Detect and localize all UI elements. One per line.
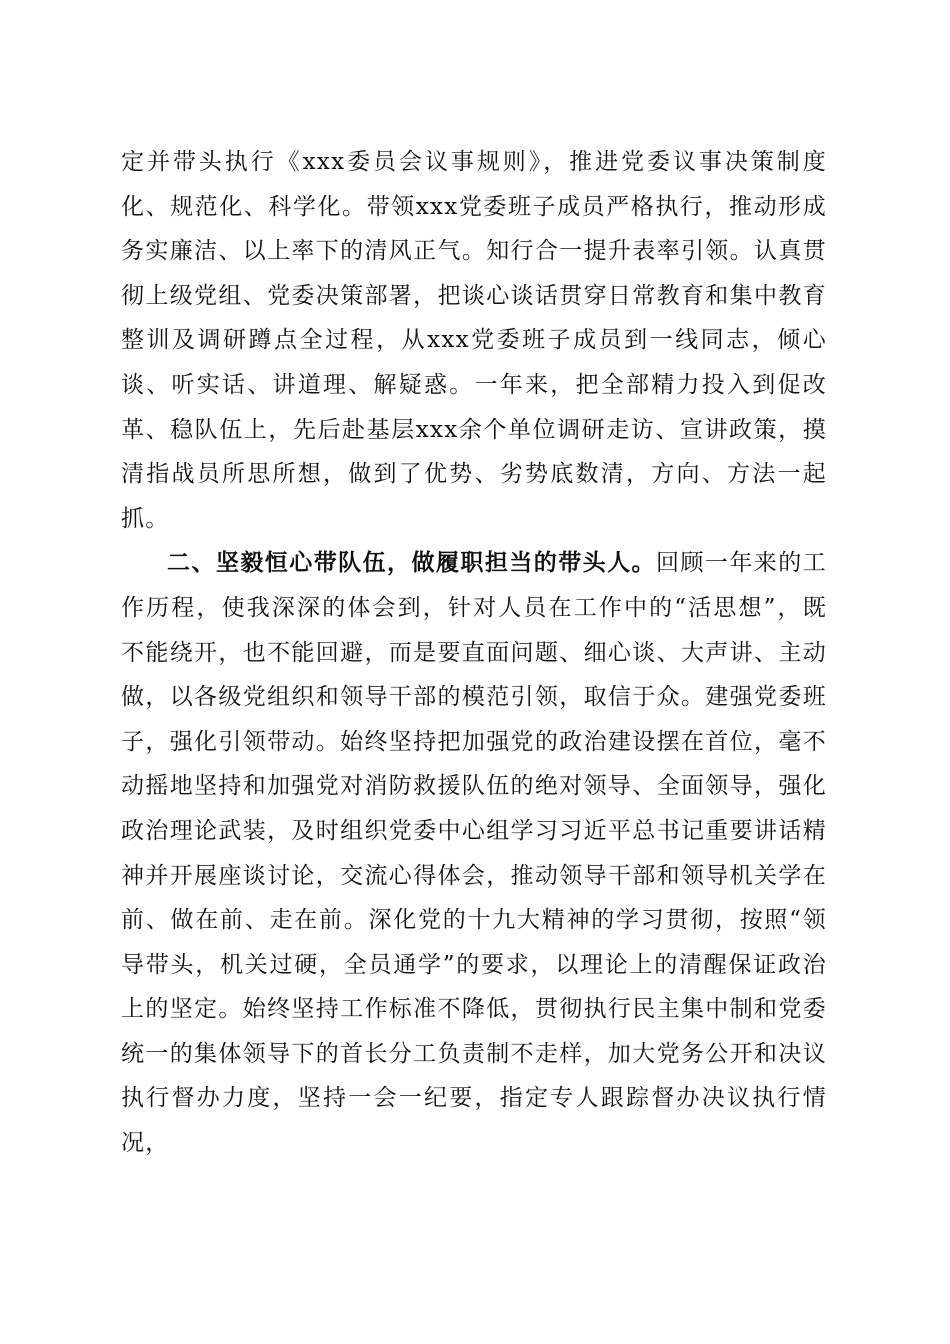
body-paragraph-section-two xyxy=(121,541,827,1165)
section-body-text: 回顾一年来的工作历程，使我深深的体会到，针对人员在工作中的“活思想”，既不能绕开，也不能回避，而是要直面问题、细心谈、大声讲、主动做，以各级党组织和领导干部的模范引领，取信于众。建强党委班子，强化引领带动。始终坚持把加强党的政治建设摆在首位，毫不动摇地坚持和加强党对消防救援队伍的绝对领导、全面领导，强化政治理论武装，及时组织党委中心组学习习近平总书记重要讲话精神并开展座谈讨论，交流心得体会，推动领导干部和领导机关学在前、做在前、走在前。深化党的十九大精神的学习贯彻，按照“领导带头，机关过硬，全员通学”的要求，以理论上的清醒保证政治上的坚定。始终坚持工作标准不降低，贯彻执行民主集中制和党委统一的集体领导下的首长分工负责制不走样，加大党务公开和决议执行督办力度，坚持一会一纪要，指定专人跟踪督办决议执行情况， xyxy=(121,550,827,1157)
body-paragraph-continued: 定并带头执行《xxx委员会议事规则》，推进党委议事决策制度化、规范化、科学化。带领xxx党委班子成员严格执行，推动形成务实廉洁、以上率下的清风正气。知行合一提升表率引领。认真贯彻上级党组、党委决策部署，把谈心谈话贯穿日常教育和集中教育整训及调研蹲点全过程，从xxx党委班子成员到一线同志，倾心谈、听实话、讲道理、解疑惑。一年来，把全部精力投入到促改革、稳队伍上，先后赴基层xxx余个单位调研走访、宣讲政策，摸清指战员所思所想，做到了优势、劣势底数清，方向、方法一起抓。 xyxy=(121,149,827,532)
document-page xyxy=(121,140,827,1166)
section-heading: 二、坚毅恒心带队伍，做履职担当的带头人。 xyxy=(167,550,656,577)
